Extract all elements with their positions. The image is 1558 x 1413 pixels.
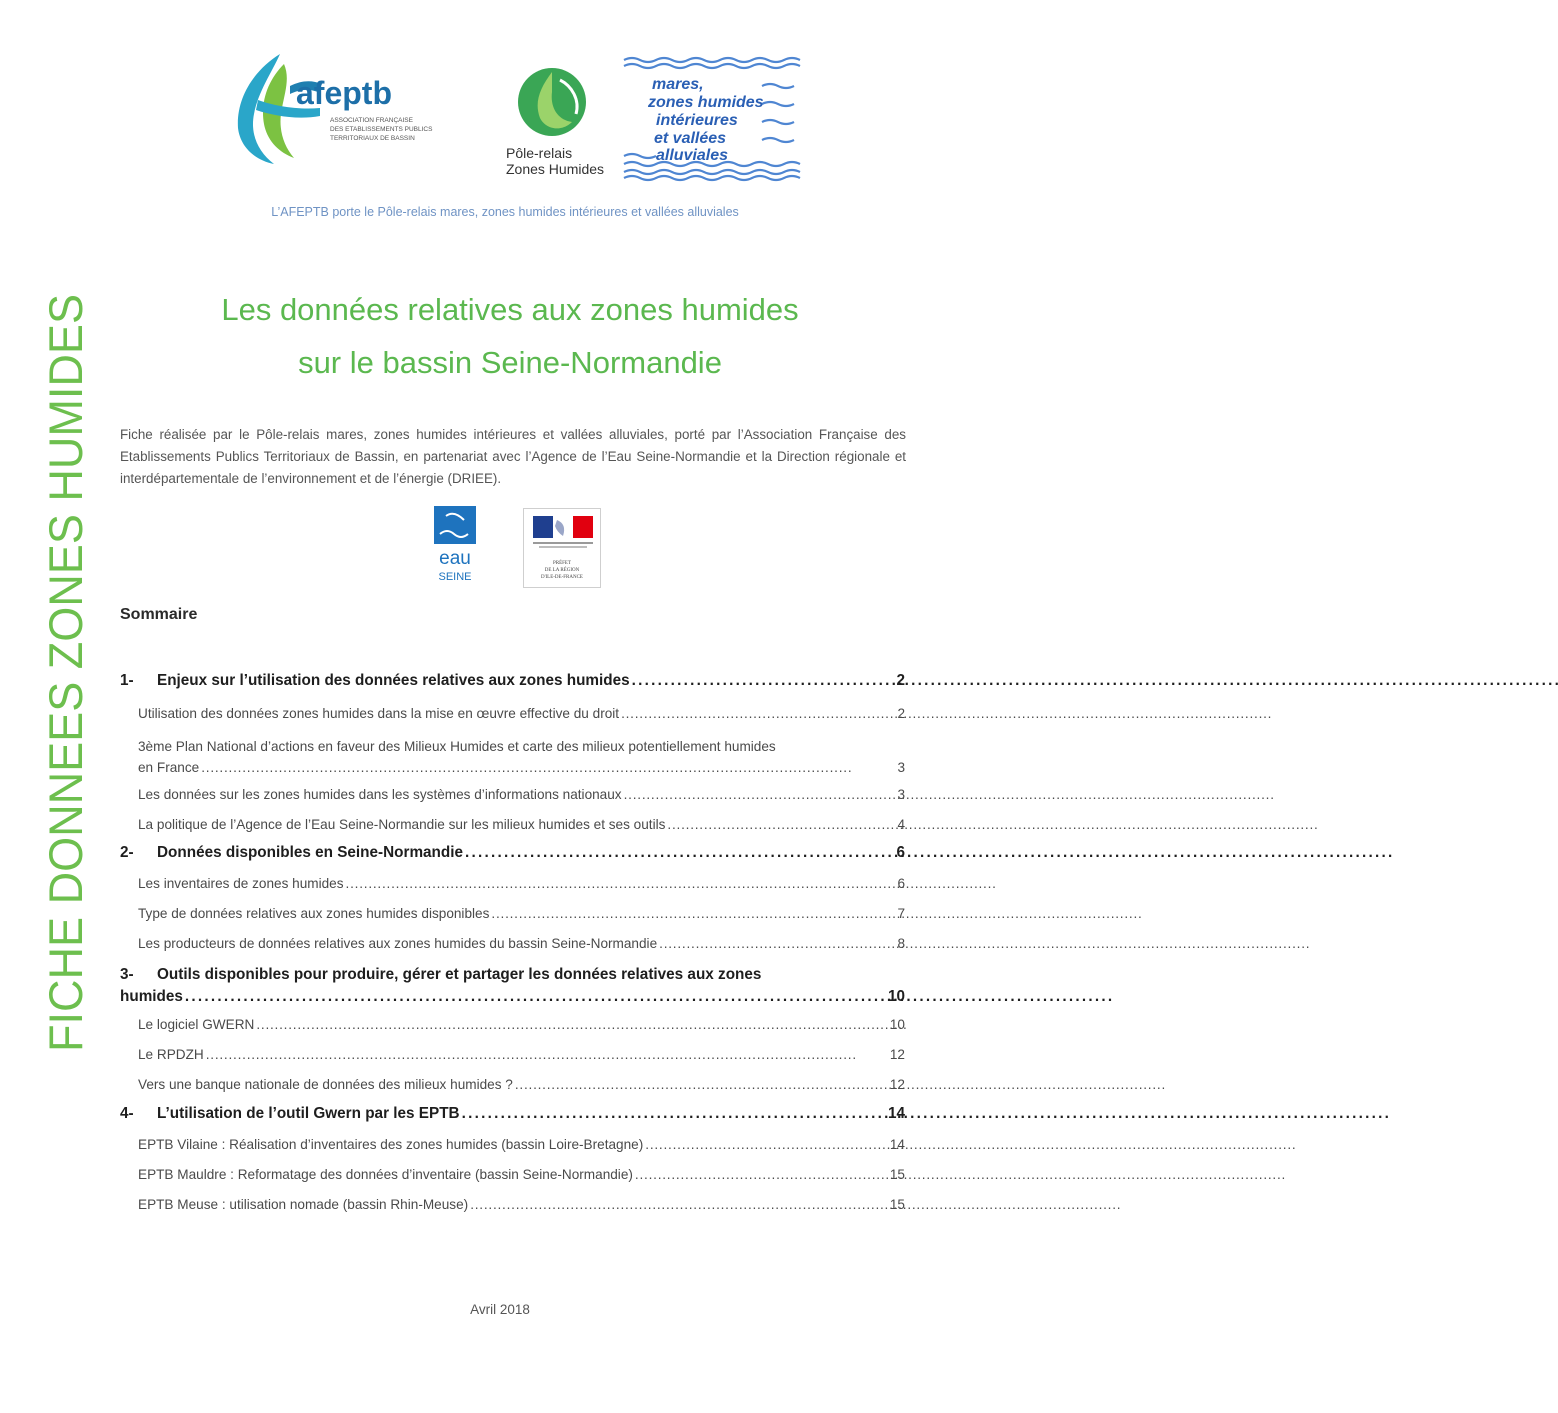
- page-title-line2: sur le bassin Seine-Normandie: [298, 345, 722, 380]
- mares-line3: intérieures: [656, 112, 738, 129]
- toc-item-label-line1: 3ème Plan National d’actions en faveur des Milieux Humides et carte des milieux potentiellement humides: [138, 739, 776, 754]
- toc-item-label: Utilisation des données zones humides dans la mise en œuvre effective du droit: [138, 706, 620, 721]
- toc-page-number: 10: [889, 1017, 905, 1032]
- toc-section-number: 1-: [120, 672, 134, 689]
- toc-page-number: 10: [887, 988, 905, 1005]
- toc-leader: [667, 817, 895, 832]
- footer-date: Avril 2018: [470, 1302, 530, 1317]
- toc-item[interactable]: [120, 898, 905, 928]
- toc-page-number: 6: [896, 844, 905, 861]
- toc-section-label: Enjeux sur l’utilisation des données relatives aux zones humides: [157, 672, 630, 689]
- prefet-logo: [523, 508, 601, 588]
- toc-item[interactable]: [120, 778, 905, 808]
- toc-page-number: 8: [897, 936, 905, 951]
- afeptb-subtitle-3: TERRITORIAUX DE BASSIN: [330, 135, 415, 142]
- pole-relais-logo: [500, 62, 622, 182]
- toc-section-label: Données disponibles en Seine-Normandie: [157, 844, 463, 861]
- toc-item-label: Les inventaires de zones humides: [138, 876, 344, 891]
- pole-relais-line1: Pôle-relais: [506, 145, 573, 161]
- page-title: [120, 283, 900, 389]
- header-tagline: L’AFEPTB porte le Pôle-relais mares, zones humides intérieures et vallées alluviales: [271, 205, 739, 219]
- toc-section-label-line1: Outils disponibles pour produire, gérer et partager les données relatives aux zones: [157, 966, 762, 983]
- toc-page-number: 15: [889, 1167, 905, 1182]
- pole-relais-line2: Zones Humides: [506, 161, 605, 177]
- toc-leader: [201, 757, 895, 778]
- toc-leader: [206, 1047, 888, 1062]
- eau-line2: SEINE: [438, 571, 472, 583]
- toc-item-label: Les données sur les zones humides dans les systèmes d’informations nationaux: [138, 787, 622, 802]
- toc-page-number: 15: [889, 1197, 905, 1212]
- toc-section-label: humides: [120, 988, 183, 1005]
- mares-line1: mares,: [652, 76, 704, 93]
- toc-section-3[interactable]: [120, 958, 905, 1008]
- toc-section-4[interactable]: [120, 1099, 905, 1129]
- toc-item[interactable]: [120, 698, 905, 728]
- toc-leader: [465, 844, 894, 862]
- side-title-text: FICHE DONNEES ZONES HUMIDES: [39, 260, 92, 1052]
- toc-leader: [185, 986, 886, 1008]
- toc-item-label: Le logiciel GWERN: [138, 1017, 255, 1032]
- water-drop-icon: [518, 68, 586, 136]
- afeptb-subtitle-1: ASSOCIATION FRANÇAISE: [330, 117, 413, 124]
- toc-leader: [462, 1105, 886, 1123]
- toc-item-label: Vers une banque nationale de données des milieux humides ?: [138, 1077, 513, 1092]
- prefet-line1: PRÉFET: [552, 561, 572, 566]
- toc-leader: [491, 906, 895, 921]
- toc-leader: [659, 936, 895, 951]
- eau-seine-normandie-logo: [432, 506, 478, 592]
- sommaire-title: Sommaire: [120, 606, 198, 623]
- toc-item[interactable]: [120, 1159, 905, 1189]
- afeptb-logo: [228, 50, 468, 168]
- toc-page-number: 12: [889, 1047, 905, 1062]
- toc-leader: [645, 1137, 888, 1152]
- toc-leader: [346, 876, 896, 891]
- toc-section-number: 2-: [120, 844, 134, 861]
- toc-page-number: 2: [896, 672, 905, 689]
- mares-line2: zones humides: [648, 94, 764, 111]
- eau-line1: eau: [439, 548, 471, 569]
- prefet-line2: DE LA RÉGION: [544, 568, 580, 573]
- toc-item-label: Le RPDZH: [138, 1047, 204, 1062]
- intro-paragraph: Fiche réalisée par le Pôle-relais mares, zones humides intérieures et vallées alluviales, porté par l’Association Française des Etablissements Publics Territoriaux de Bassin, en partenariat avec l’Agence de l’Eau Seine-Normandie et la Direction régionale et interdépartementale de l’environnement et de l’énergie (DRIEE).: [120, 427, 906, 486]
- toc-leader: [621, 706, 895, 721]
- afeptb-name: afeptb: [296, 75, 392, 111]
- toc-section-number: 4-: [120, 1105, 134, 1122]
- toc-leader: [632, 672, 895, 690]
- toc-page-number: 12: [889, 1077, 905, 1092]
- toc-section-1[interactable]: [120, 672, 905, 698]
- afeptb-subtitle-2: DES ETABLISSEMENTS PUBLICS: [330, 126, 433, 133]
- toc-item[interactable]: [120, 728, 905, 778]
- page-title-line1: Les données relatives aux zones humides: [221, 292, 799, 327]
- toc-item-label: EPTB Mauldre : Reformatage des données d’inventaire (bassin Seine-Normandie): [138, 1167, 633, 1182]
- toc-leader: [256, 1017, 888, 1032]
- toc-page-number: 14: [889, 1137, 905, 1152]
- toc-section-2[interactable]: [120, 838, 905, 868]
- toc-item-label: Type de données relatives aux zones humides disponibles: [138, 906, 490, 921]
- toc-page-number: 4: [897, 817, 905, 832]
- toc-page-number: 6: [897, 876, 905, 891]
- toc-section-label: L’utilisation de l’outil Gwern par les EPTB: [157, 1105, 460, 1122]
- toc-item[interactable]: [120, 808, 905, 838]
- mares-logo: [622, 56, 798, 184]
- toc-page-number: 14: [887, 1105, 905, 1122]
- mares-line4: et vallées: [654, 130, 727, 147]
- toc-item[interactable]: [120, 1039, 905, 1069]
- side-title: [34, 260, 94, 1052]
- toc-section-number: 3-: [120, 966, 134, 983]
- toc-item[interactable]: [120, 1069, 905, 1099]
- toc-item[interactable]: [120, 928, 905, 958]
- toc-item[interactable]: [120, 1129, 905, 1159]
- table-of-contents: [120, 672, 905, 1219]
- eau-emblem-icon: [434, 506, 476, 544]
- toc-item[interactable]: [120, 1008, 905, 1039]
- toc-leader: [635, 1167, 888, 1182]
- toc-item-label: en France: [138, 760, 200, 775]
- toc-item[interactable]: [120, 868, 905, 898]
- mares-line5: alluviales: [656, 147, 729, 164]
- toc-page-number: 3: [897, 787, 905, 802]
- toc-item-label: EPTB Vilaine : Réalisation d’inventaires des zones humides (bassin Loire-Bretagne): [138, 1137, 644, 1152]
- marianne-flag-icon: [533, 516, 593, 538]
- toc-item-label: EPTB Meuse : utilisation nomade (bassin Rhin-Meuse): [138, 1197, 469, 1212]
- toc-page-number: 3: [897, 760, 905, 775]
- toc-leader: [624, 787, 896, 802]
- toc-page-number: 2: [897, 706, 905, 721]
- toc-leader: [470, 1197, 888, 1212]
- prefet-line3: D'ILE-DE-FRANCE: [540, 575, 584, 580]
- toc-page-number: 7: [897, 906, 905, 921]
- toc-item-label: La politique de l’Agence de l’Eau Seine-Normandie sur les milieux humides et ses outils: [138, 817, 666, 832]
- toc-item-label: Les producteurs de données relatives aux zones humides du bassin Seine-Normandie: [138, 936, 658, 951]
- toc-leader: [515, 1077, 888, 1092]
- toc-item[interactable]: [120, 1189, 905, 1219]
